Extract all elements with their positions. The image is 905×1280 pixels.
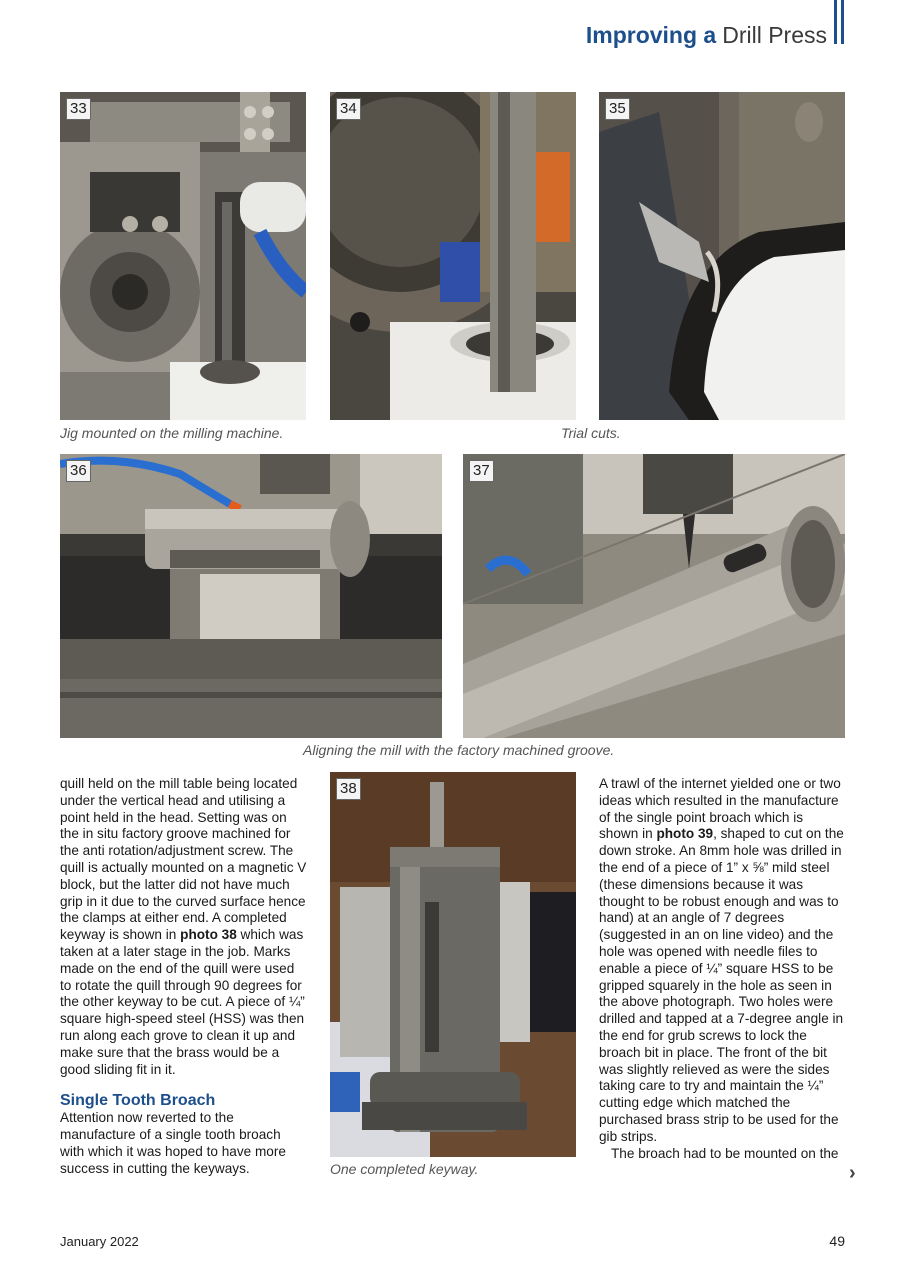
article-column-1	[60, 776, 308, 1178]
photo-37	[463, 454, 845, 738]
header-bars-decoration	[834, 0, 846, 44]
running-header	[586, 22, 827, 48]
chevron-right-icon[interactable]: ›	[849, 1162, 856, 1184]
photo-reference: photo 38	[180, 927, 237, 943]
paragraph: A trawl of the internet yielded one or two ideas which resulted in the manufacture of the single point broach which is shown in photo 39, shaped to cut on the down stroke. An 8mm hole was drilled in the end of a piece of 1” x ⅝” mild steel (these dimensions because it was thought to be robust enough and was to hand) at an angle of 7 degrees (suggested in an on line video) and the hole was opened with needle files to enable a piece of ¼” square HSS to be gripped squarely in the hole as seen in the above photograph. Two holes were drilled and tapped at a 7-degree angle in the end for grub screws to lock the broach bit in place. The front of the bit was slightly relieved as were the sides taking care to try and maintain the ¼” cutting edge which matched the purchased brass strip to be used for the gib strips.	[599, 776, 844, 1144]
photo-reference: photo 39	[656, 826, 714, 842]
photo-36	[60, 454, 442, 738]
article-column-3	[599, 776, 844, 1162]
caption-trial: Trial cuts.	[561, 425, 621, 441]
header-title-light: Drill Press	[722, 22, 827, 48]
section-heading: Single Tooth Broach	[60, 1092, 216, 1110]
paragraph: The broach had to be mounted on the	[611, 1145, 839, 1161]
issue-date: January 2022	[60, 1234, 139, 1249]
paragraph: Attention now reverted to the manufacture of a single tooth broach with which it was hoped to have more success in cutting the keyways.	[60, 1110, 286, 1176]
photo-number: 34	[336, 98, 361, 120]
photo-35	[599, 92, 845, 420]
photo-number: 35	[605, 98, 630, 120]
page-number: 49	[829, 1233, 845, 1249]
photo-number: 33	[66, 98, 91, 120]
photo-number: 37	[469, 460, 494, 482]
photo-33	[60, 92, 306, 420]
photo-38	[330, 772, 576, 1157]
caption-aligning: Aligning the mill with the factory machined groove.	[303, 742, 615, 758]
caption-keyway: One completed keyway.	[330, 1161, 479, 1177]
paragraph: quill held on the mill table being located under the vertical head and utilising a point held in the head. Setting was on the in situ factory groove machined for the anti rotation/adjustment screw. The quill is actually mounted on a magnetic V block, but the latter did not have much grip in it due to the curved surface hence the clamps at either end. A completed keyway is shown in photo 38 which was taken at a later stage in the job. Marks made on the end of the quill were used to rotate the quill through 90 degrees for the other keyway to be cut. A piece of ¼” square high-speed steel (HSS) was then run along each grove to clean it up and make sure that the brass would be a good sliding fit in it.	[60, 776, 307, 1077]
header-title-bold: Improving a	[585, 22, 717, 48]
photo-34	[330, 92, 576, 420]
photo-number: 36	[66, 460, 91, 482]
photo-number: 38	[336, 778, 361, 800]
caption-jig: Jig mounted on the milling machine.	[60, 425, 284, 441]
